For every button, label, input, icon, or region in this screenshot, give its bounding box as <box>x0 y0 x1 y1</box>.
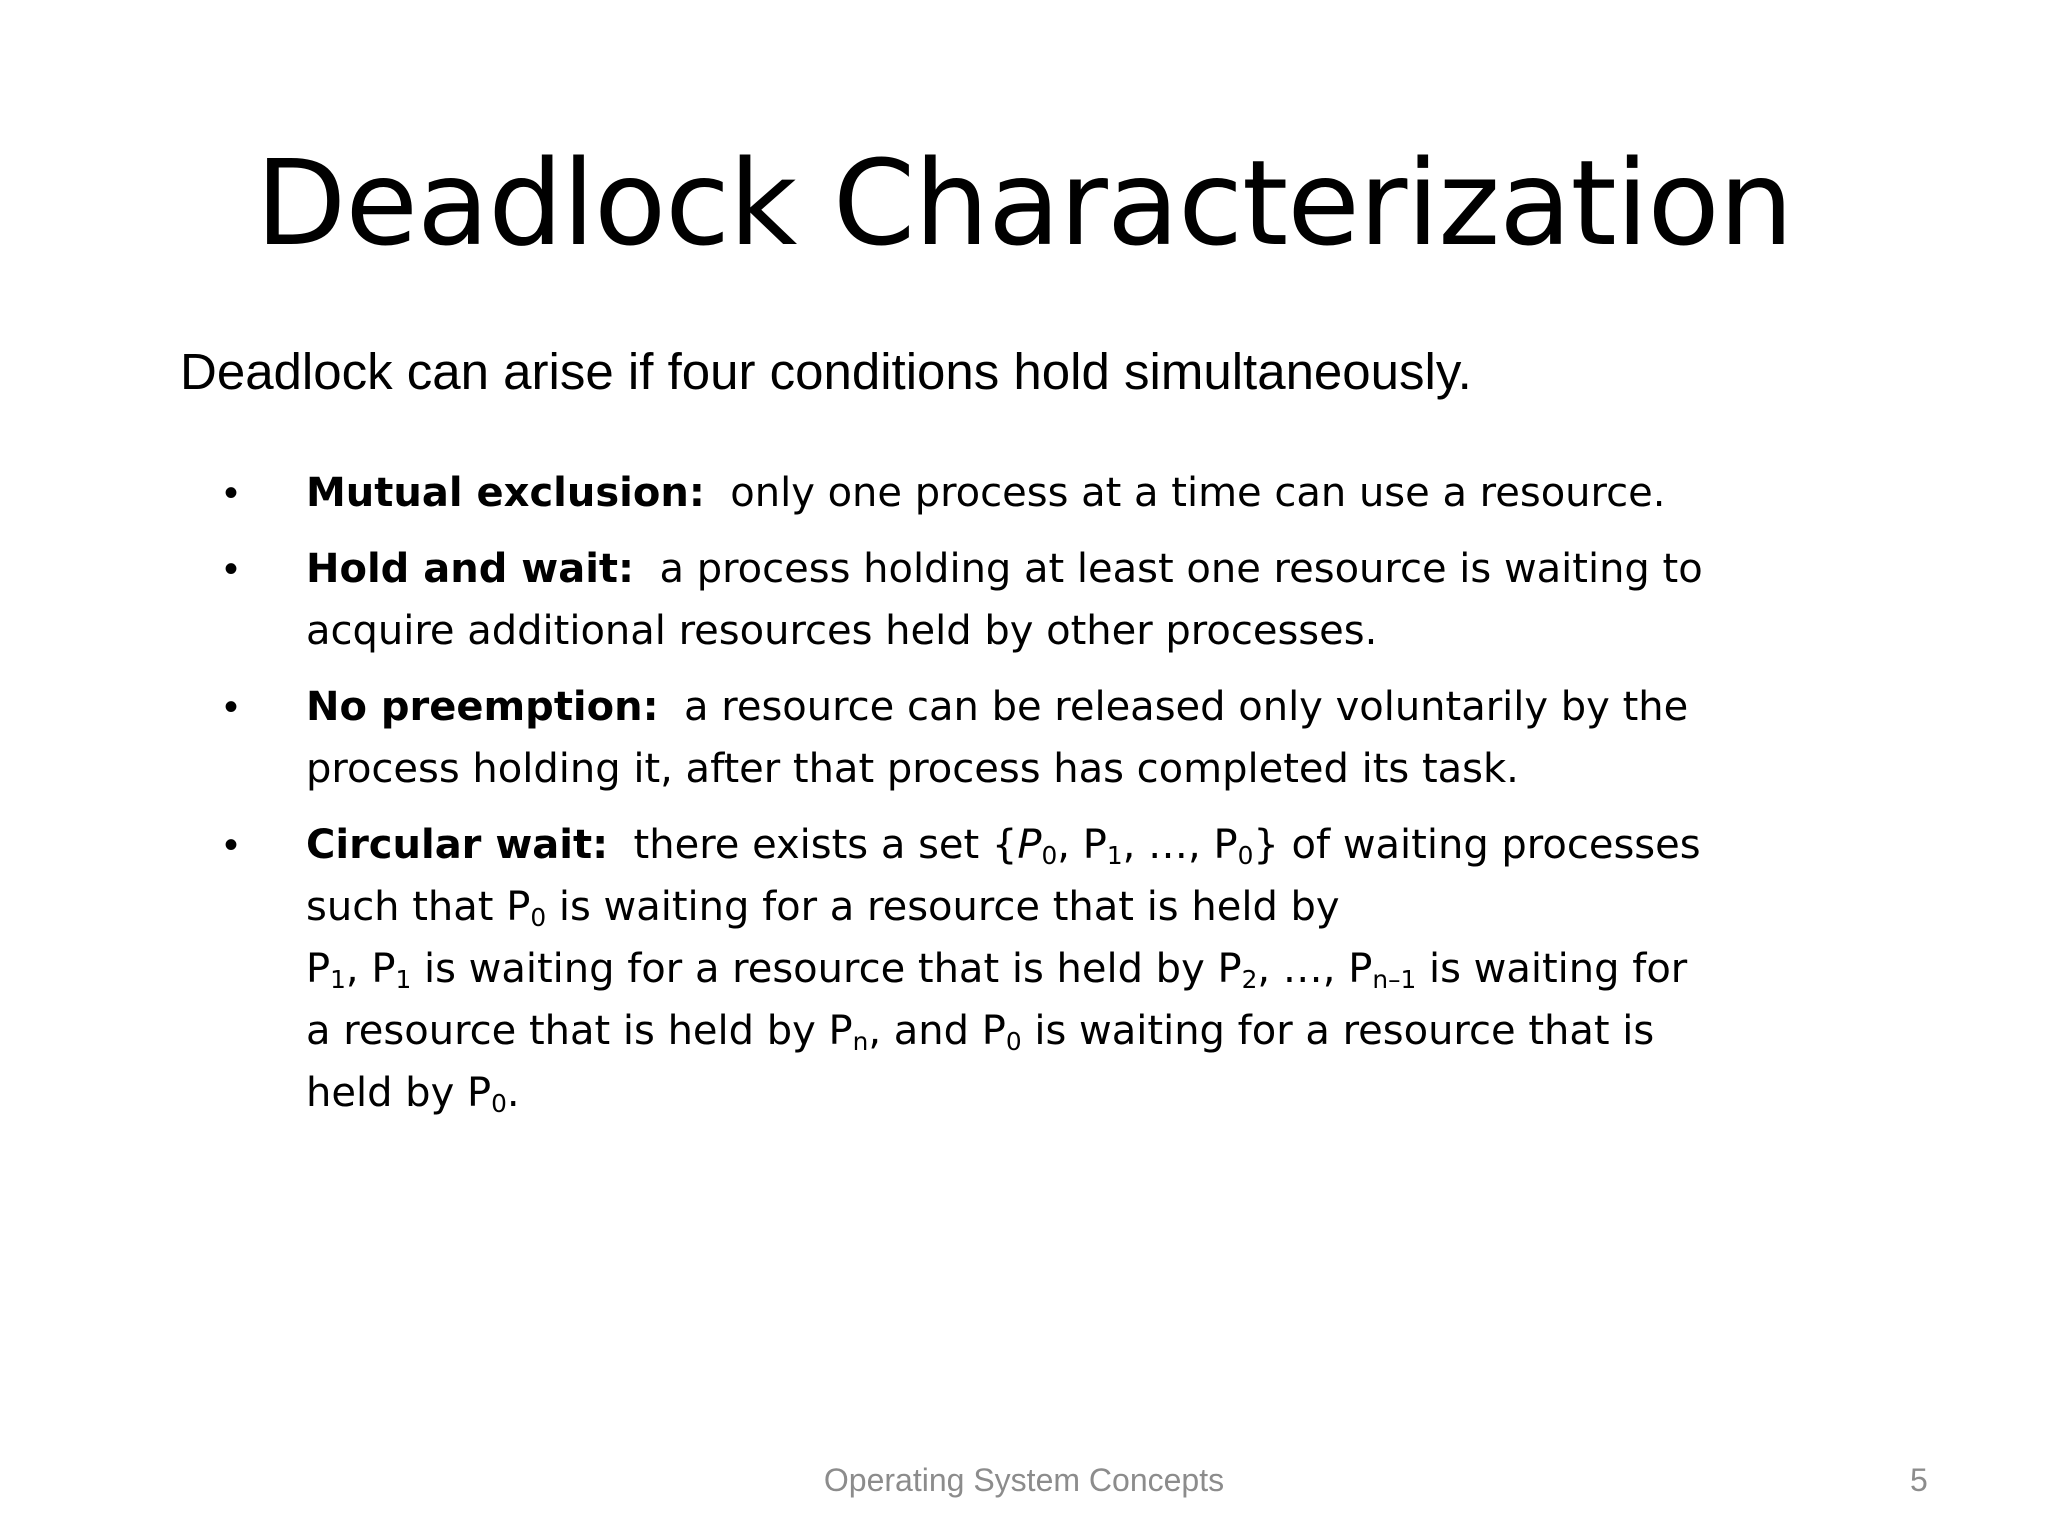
subscript: 1 <box>330 965 346 995</box>
text-run: is waiting for a resource that is <box>1021 1008 1655 1054</box>
text-run: P <box>306 946 331 992</box>
bullet-line <box>306 538 2048 600</box>
footer-text: Operating System Concepts <box>823 1462 1225 1498</box>
bullet-term: Circular wait: <box>306 822 609 868</box>
bullet-no-preemption <box>0 676 2048 800</box>
subscript: 0 <box>1005 1027 1022 1057</box>
text-run: is waiting for a resource that is held by <box>546 884 1340 930</box>
text-run: } of waiting processes <box>1253 822 1701 868</box>
subscript: 1 <box>1106 841 1123 871</box>
bullet-text: a resource can be released only voluntarily by the <box>684 684 1689 730</box>
bullet-mutual-exclusion <box>0 462 2048 524</box>
bullet-line <box>306 814 2048 876</box>
page-number: 5 <box>1910 1462 1928 1498</box>
text-run: , …, P <box>1257 946 1373 992</box>
text-run: . <box>506 1070 520 1116</box>
bullet-text: only one process at a time can use a resource. <box>730 470 1666 516</box>
text-run: , …, P <box>1122 822 1238 868</box>
bullet-circular-wait <box>0 814 2048 1124</box>
italic-run: P <box>1017 822 1042 868</box>
bullet-list <box>0 462 2048 1138</box>
bullet-dot-icon: • <box>224 547 239 591</box>
bullet-line <box>306 676 2048 738</box>
text-run: a resource that is held by P <box>306 1008 853 1054</box>
subscript: 0 <box>1237 841 1254 871</box>
bullet-line <box>306 462 2048 524</box>
text-run: such that P <box>306 884 531 930</box>
bullet-term: Mutual exclusion: <box>306 470 705 516</box>
text-run: , P <box>1057 822 1107 868</box>
text-run: held by P <box>306 1070 492 1116</box>
subscript: 1 <box>395 965 412 995</box>
subscript: 2 <box>1241 965 1258 995</box>
bullet-line <box>306 1062 2048 1124</box>
bullet-line: process holding it, after that process has completed its task. <box>306 746 1519 792</box>
bullet-line <box>306 938 2048 1000</box>
bullet-line: acquire additional resources held by other processes. <box>306 608 1378 654</box>
bullet-dot-icon: • <box>224 471 239 515</box>
subscript: n–1 <box>1372 965 1417 995</box>
intro-text: Deadlock can arise if four conditions hold simultaneously. <box>180 343 1472 400</box>
bullet-hold-and-wait <box>0 538 2048 662</box>
text-run: is waiting for <box>1416 946 1688 992</box>
bullet-term: No preemption: <box>306 684 659 730</box>
text-run: is waiting for a resource that is held by P <box>411 946 1242 992</box>
bullet-line <box>306 1000 2048 1062</box>
subscript: 0 <box>1041 841 1058 871</box>
subscript: 0 <box>491 1089 507 1119</box>
text-run: , and P <box>868 1008 1006 1054</box>
slide-title: Deadlock Characterization <box>255 134 1793 272</box>
bullet-dot-icon: • <box>224 823 239 867</box>
subscript: 0 <box>530 903 547 933</box>
bullet-term: Hold and wait: <box>306 546 635 592</box>
subscript: n <box>852 1027 869 1057</box>
bullet-dot-icon: • <box>224 685 239 729</box>
text-run: , P <box>345 946 396 992</box>
bullet-line <box>306 876 2048 938</box>
text-run: there exists a set { <box>633 822 1018 868</box>
bullet-text: a process holding at least one resource is waiting to <box>659 546 1703 592</box>
